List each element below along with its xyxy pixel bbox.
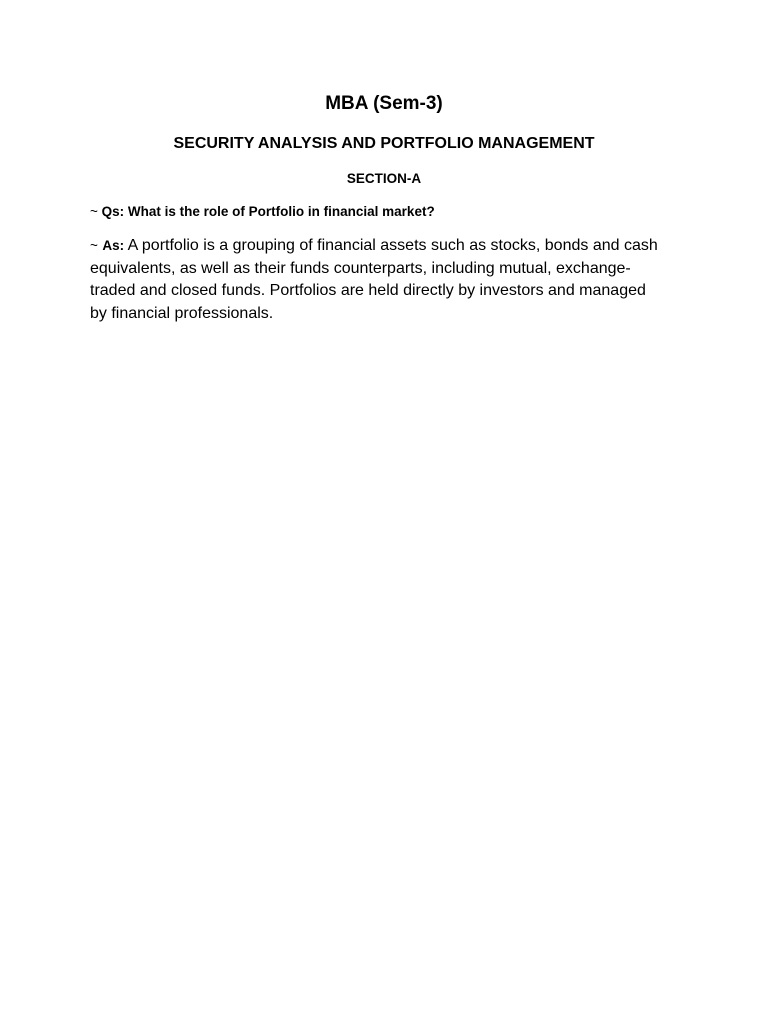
- answer-paragraph: [90, 235, 690, 325]
- answer-line-2: equivalents, as well as their funds counterparts, including mutual, exchange-: [90, 259, 631, 277]
- section-heading: SECTION-A: [346, 171, 422, 186]
- question-text: Qs: What is the role of Portfolio in financial market?: [101, 204, 435, 219]
- question-paragraph: [90, 203, 690, 221]
- answer-line-1: [90, 235, 690, 258]
- answer-marker: ~: [90, 238, 98, 253]
- document-title: MBA (Sem-3): [325, 93, 443, 114]
- answer-lead: As:: [102, 238, 125, 253]
- question-marker: ~: [90, 204, 98, 219]
- answer-line-3: traded and closed funds. Portfolios are held directly by investors and managed: [90, 282, 646, 299]
- answer-line-4: by financial professionals.: [90, 304, 274, 322]
- document-subtitle: SECURITY ANALYSIS AND PORTFOLIO MANAGEMENT: [173, 135, 595, 152]
- answer-line-text: A portfolio is a grouping of financial assets such as stocks, bonds and cash: [127, 237, 658, 254]
